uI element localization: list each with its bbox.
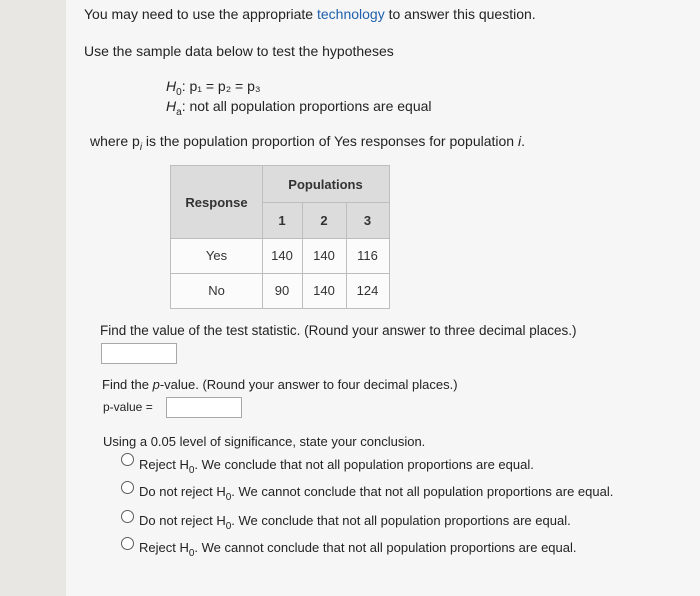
- p-value-prompt: Find the p-value. (Round your answer to four decimal places.): [102, 377, 458, 392]
- conclusion-option-radio[interactable]: [121, 510, 134, 523]
- table-cell: 140: [313, 248, 335, 263]
- column-header: 2: [320, 213, 328, 228]
- response-header: Response: [185, 195, 248, 210]
- conclusion-option-label[interactable]: Do not reject $H_0$. We conclude that not all population proportions are equal.: [139, 513, 571, 532]
- table-cell: 140: [313, 283, 335, 298]
- populations-header: Populations: [288, 177, 363, 192]
- conclusion-option-radio[interactable]: [121, 453, 134, 466]
- technology-link[interactable]: technology: [316, 6, 385, 22]
- test-statistic-input[interactable]: [101, 343, 177, 364]
- row-label-no: No: [208, 283, 225, 298]
- instruction-text: Use the sample data below to test the hypotheses: [84, 43, 394, 59]
- alternative-hypothesis: $H_a$: not all population proportions are equal: [166, 98, 432, 118]
- conclusion-option-radio[interactable]: [121, 537, 134, 550]
- conclusion-option-label[interactable]: Reject $H_0$. We cannot conclude that not all population proportions are equal.: [139, 540, 577, 559]
- conclusion-option-radio[interactable]: [121, 481, 134, 494]
- conclusion-option-label[interactable]: Do not reject $H_0$. We cannot conclude that not all population proportions are equal.: [139, 484, 614, 503]
- data-table: [170, 165, 390, 309]
- row-label-yes: Yes: [205, 248, 228, 263]
- intro-text: You may need to use the appropriate technology to answer this question.: [84, 6, 536, 22]
- null-hypothesis: $H_0$: p₁ = p₂ = p₃: [166, 78, 261, 98]
- where-text: where $p_i$ is the population proportion of Yes responses for population i.: [90, 133, 525, 153]
- test-statistic-prompt: Find the value of the test statistic. (Round your answer to three decimal places.): [100, 323, 577, 338]
- p-value-label: p-value =: [103, 400, 153, 414]
- table-cell: 140: [271, 248, 293, 263]
- conclusion-prompt: Using a 0.05 level of significance, state your conclusion.: [103, 434, 426, 449]
- table-cell: 116: [357, 248, 378, 263]
- p-value-input[interactable]: [166, 397, 242, 418]
- table-cell: 124: [356, 283, 379, 298]
- table-cell: 90: [274, 283, 290, 298]
- conclusion-option-label[interactable]: Reject $H_0$. We conclude that not all population proportions are equal.: [139, 457, 534, 476]
- column-header: 1: [278, 213, 286, 228]
- column-header: 3: [363, 213, 372, 228]
